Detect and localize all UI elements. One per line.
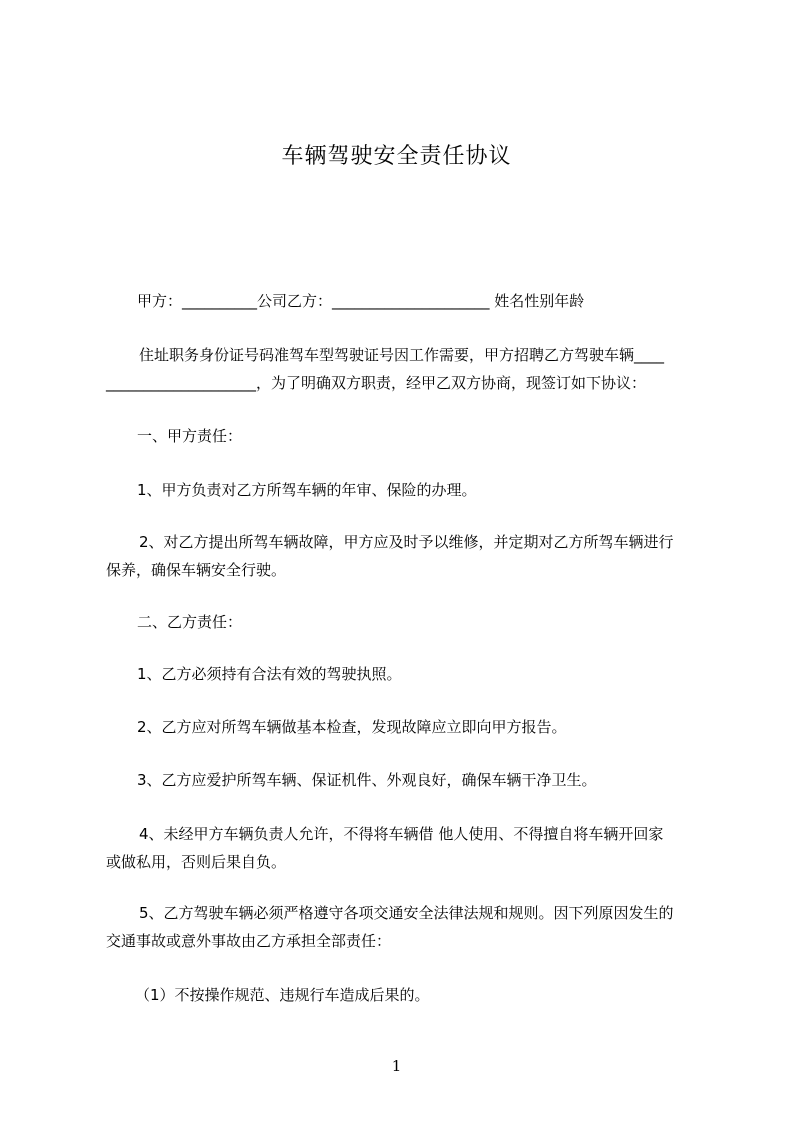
party-b-item-1: 1、乙方必须持有合法有效的驾驶执照。 bbox=[137, 665, 402, 683]
party-line: 甲方：__________公司乙方：_____________________ 姓名性别年龄 bbox=[137, 292, 585, 310]
party-a-item-2-line-2: 保养，确保车辆安全行驶。 bbox=[106, 561, 287, 579]
party-b-item-5-line-1: 5、乙方驾驶车辆必须严格遵守各项交通安全法律法规和规则。因下列原因发生的 bbox=[139, 904, 674, 922]
party-a-item-1: 1、甲方负责对乙方所驾车辆的年审、保险的办理。 bbox=[137, 481, 477, 499]
section-heading-party-a: 一、甲方责任： bbox=[137, 427, 243, 445]
party-b-item-3: 3、乙方应爱护所驾车辆、保证机件、外观良好，确保车辆干净卫生。 bbox=[137, 771, 597, 789]
party-b-item-4-line-2: 或做私用，否则后果自负。 bbox=[106, 853, 287, 871]
party-b-item-5-sub-1: （1）不按操作规范、违规行车造成后果的。 bbox=[135, 986, 430, 1004]
party-b-item-2: 2、乙方应对所驾车辆做基本检查，发现故障应立即向甲方报告。 bbox=[137, 718, 567, 736]
party-b-item-4-line-1: 4、未经甲方车辆负责人允许，不得将车辆借 他人使用、不得擅自将车辆开回家 bbox=[139, 825, 664, 843]
page-number: 1 bbox=[391, 1057, 402, 1075]
section-heading-party-b: 二、乙方责任： bbox=[137, 613, 243, 631]
intro-line-1: 住址职务身份证号码准驾车型驾驶证号因工作需要，甲方招聘乙方驾驶车辆____ bbox=[139, 346, 665, 364]
party-a-item-2-line-1: 2、对乙方提出所驾车辆故障，甲方应及时予以维修，并定期对乙方所驾车辆进行 bbox=[139, 533, 674, 551]
document-title: 车辆驾驶安全责任协议 bbox=[281, 144, 512, 169]
party-b-item-5-line-2: 交通事故或意外事故由乙方承担全部责任： bbox=[106, 932, 392, 950]
intro-line-2: ____________________，为了明确双方职责，经甲乙双方协商，现签订如下协议： bbox=[106, 374, 647, 392]
